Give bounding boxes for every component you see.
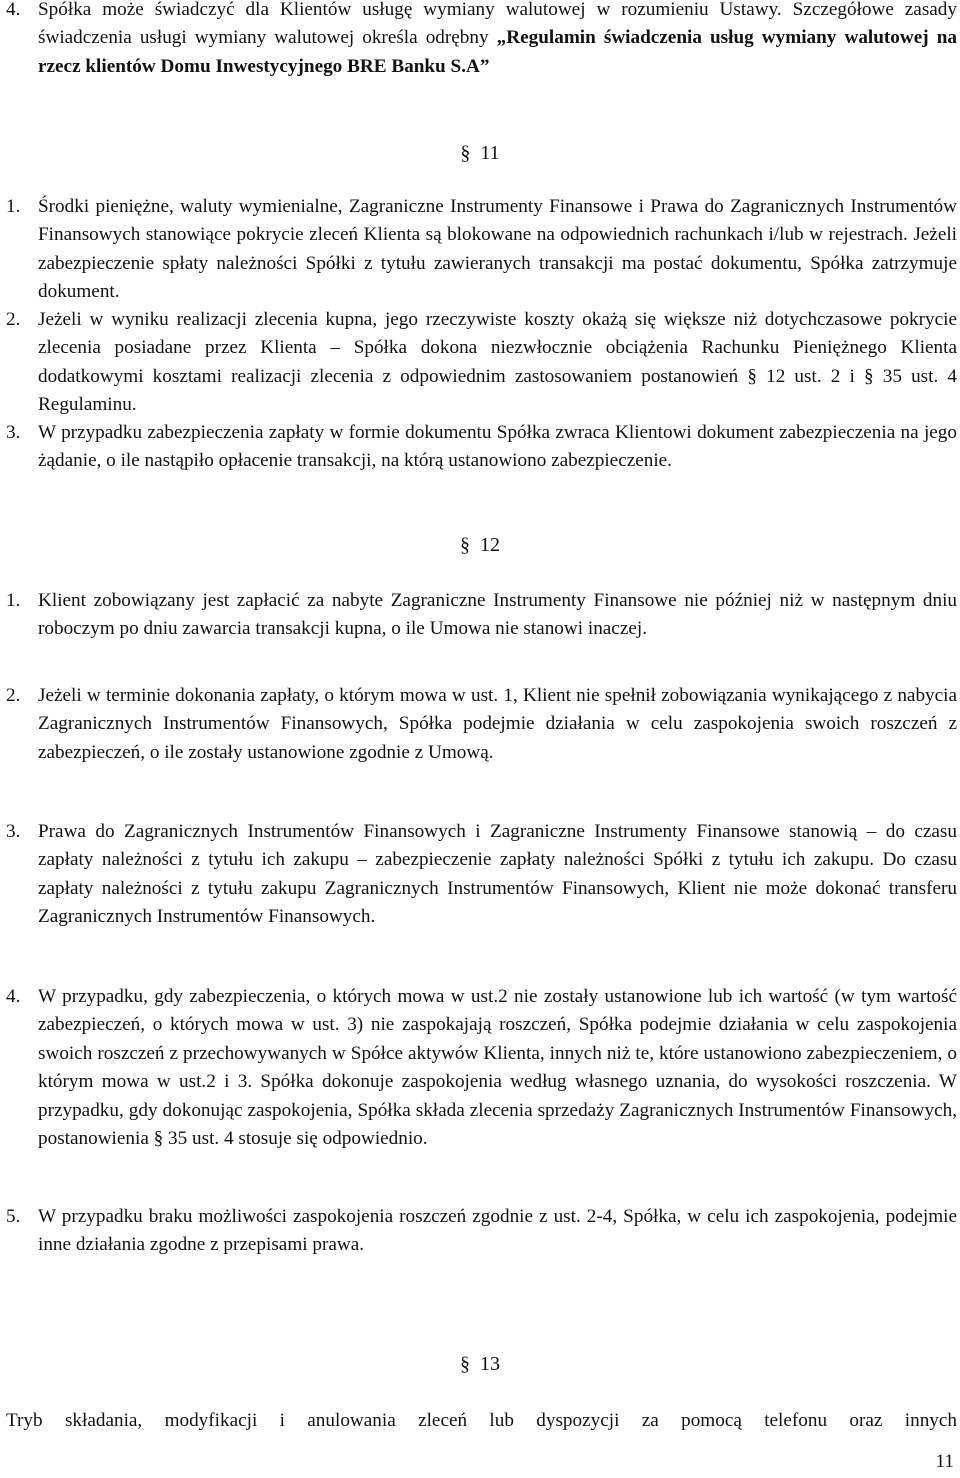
s11-item-1 [6, 193, 957, 307]
section-number: 11 [480, 142, 500, 164]
paragraph-text: Środki pieniężne, waluty wymienialne, Zagraniczne Instrumenty Finansowe i Prawa do Zagranicznych Instrumentów Finansowych stanowiące pokrycie zleceń Klienta są blokowane na odpowiednich rachunkach i/lub w rejestrach. Jeżeli zabezpieczenie spłaty należności Spółki z tytułu zawieranych transakcji ma postać dokumentu, Spółka zatrzymuje dokument. [38, 196, 957, 303]
s12-item-5 [6, 1203, 957, 1260]
item-number: 4. [6, 986, 21, 1007]
item-number: 3. [6, 422, 21, 443]
paragraph-text: W przypadku braku możliwości zaspokojenia roszczeń zgodnie z ust. 2-4, Spółka, w celu ich zaspokojenia, podejmie inne działania zgodne z przepisami prawa. [38, 1206, 957, 1256]
item-number: 1. [6, 196, 21, 217]
paragraph-item-4 [6, 0, 957, 81]
paragraph-text: Prawa do Zagranicznych Instrumentów Finansowych i Zagraniczne Instrumenty Finansowe stanowią – do czasu zapłaty należności z tytułu ich zakupu – zabezpieczenie zapłaty należności Spółki z tytułu ich zakupu. Do czasu zapłaty należności z tytułu zakupu Zagranicznych Instrumentów Finansowych, Klient nie może dokonać transferu Zagranicznych Instrumentów Finansowych. [38, 821, 957, 928]
s12-item-2 [6, 682, 957, 767]
item-number: 4. [6, 0, 21, 20]
item-number: 2. [6, 685, 21, 706]
s11-item-3 [6, 419, 957, 476]
section-symbol: § [460, 142, 471, 164]
s12-item-4 [6, 983, 957, 1153]
paragraph-text: Jeżeli w terminie dokonania zapłaty, o którym mowa w ust. 1, Klient nie spełnił zobowiązania wynikającego z nabycia Zagranicznych Instrumentów Finansowych, Spółka podejmie działania w celu zaspokojenia swoich roszczeń z zabezpieczeń, o ile zostały ustanowione zgodnie z Umową. [38, 685, 957, 763]
section-number: 12 [480, 534, 500, 556]
item-number: 3. [6, 821, 21, 842]
section-number: 13 [480, 1353, 500, 1375]
page-number: 11 [935, 1451, 954, 1472]
paragraph-text: Jeżeli w wyniku realizacji zlecenia kupna, jego rzeczywiste koszty okażą się większe niż dotychczasowe pokrycie zlecenia posiadane przez Klienta – Spółka dokona niezwłocznie obciążenia Rachunku Pieniężnego Klienta dodatkowymi kosztami realizacji zlecenia z odpowiednim zastosowaniem postanowień § 12 ust. 2 i § 35 ust. 4 Regulaminu. [38, 309, 957, 416]
section-13-intro-text: Tryb składania, modyfikacji i anulowania zleceń lub dyspozycji za pomocą telefonu oraz innych [6, 1410, 957, 1431]
item-number: 2. [6, 309, 21, 330]
section-symbol: § [460, 534, 470, 556]
item-number: 5. [6, 1206, 21, 1227]
section-heading-12 [0, 531, 960, 559]
paragraph-text: W przypadku, gdy zabezpieczenia, o których mowa w ust.2 nie zostały ustanowione lub ich wartość (w tym wartość zabezpieczeń, o których mowa w ust. 3) nie zaspokajają roszczeń, Spółka podejmie działania w celu zaspokojenia swoich roszczeń z przechowywanych w Spółce aktywów Klienta, innych niż te, które ustanowiono zabezpieczeniem, o którym mowa w ust.2 i 3. Spółka dokonuje zaspokojenia według własnego uznania, do wysokości roszczenia. W przypadku, gdy dokonując zaspokojenia, Spółka składa zlecenia sprzedaży Zagranicznych Instrumentów Finansowych, postanowienia § 35 ust. 4 stosuje się odpowiednio. [38, 986, 957, 1150]
s12-item-1 [6, 587, 957, 644]
s11-item-2 [6, 306, 957, 420]
section-heading-13 [0, 1350, 960, 1378]
s12-item-3 [6, 818, 957, 932]
section-heading-11 [0, 139, 960, 167]
item-number: 1. [6, 590, 21, 611]
paragraph-text: Klient zobowiązany jest zapłacić za nabyte Zagraniczne Instrumenty Finansowe nie później niż w następnym dniu roboczym po dniu zawarcia transakcji kupna, o ile Umowa nie stanowi inaczej. [38, 590, 957, 640]
regulation-title: „Regulamin świadczenia usług wymiany walutowej na rzecz klientów Domu Inwestycyjnego BRE Banku S.A” [38, 27, 957, 77]
paragraph-text: Spółka może świadczyć dla Klientów usługę wymiany walutowej w rozumieniu Ustawy. Szczegółowe zasady świadczenia usługi wymiany walutowej określa odrębny [38, 0, 957, 49]
paragraph-text: W przypadku zabezpieczenia zapłaty w formie dokumentu Spółka zwraca Klientowi dokument zabezpieczenia na jego żądanie, o ile nastąpiło opłacenie transakcji, na którą ustanowiono zabezpieczenie. [38, 422, 957, 472]
section-symbol: § [460, 1353, 470, 1375]
